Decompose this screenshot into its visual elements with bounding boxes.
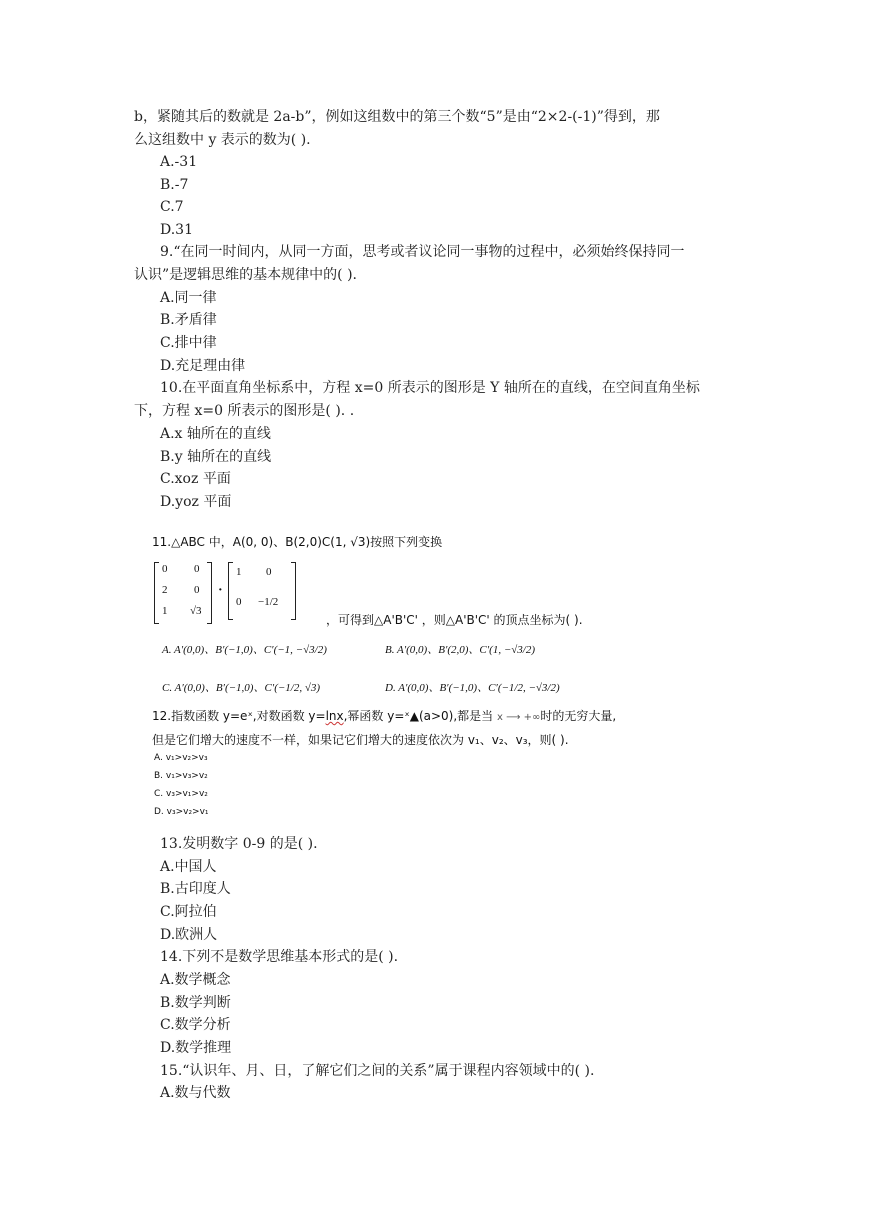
q9-option-c: C.排中律 — [160, 335, 217, 351]
q14-option-a: A.数学概念 — [160, 972, 231, 988]
matrix-bracket-right — [207, 562, 212, 624]
q11-option-a: A. A′(0,0)、B′(−1,0)、C′(−1, −√3/2) — [162, 644, 327, 656]
matrix-cell: 1 — [162, 605, 168, 617]
q12-line2: 但是它们增大的速度不一样，如果记它们增大的速度依次为 v₁、v₂、v₃，则( ). — [152, 733, 569, 747]
q15-line1: 15.“认识年、月、日，了解它们之间的关系”属于课程内容领域中的( ). — [160, 1063, 595, 1079]
q10-option-d: D.yoz 平面 — [160, 494, 232, 510]
q13-option-d: D.欧洲人 — [160, 927, 218, 943]
q8-option-d: D.31 — [160, 222, 193, 238]
matrix-bracket-left — [228, 562, 233, 620]
q9-line1: 9.“在同一时间内，从同一方面，思考或者议论同一事物的过程中，必须始终保持同一 — [160, 244, 685, 260]
q9-option-d: D.充足理由律 — [160, 358, 246, 374]
q15-option-a: A.数与代数 — [160, 1085, 231, 1101]
q12-option-d: D. v₃>v₂>v₁ — [154, 807, 209, 817]
q8-option-c: C.7 — [160, 199, 184, 215]
matrix-cell: −1/2 — [258, 596, 279, 608]
q10-option-c: C.xoz 平面 — [160, 471, 231, 487]
q12-line1 — [152, 706, 616, 728]
matrix-bracket-right — [291, 562, 296, 620]
matrix-cell: 0 — [194, 584, 200, 596]
q8-option-a: A.-31 — [160, 154, 198, 170]
q14-option-d: D.数学推理 — [160, 1040, 232, 1056]
matrix-cell: 0 — [194, 563, 200, 575]
q12-line1-a: 12.指数函数 y=eˣ,对数函数 y= — [152, 709, 326, 723]
q13-option-a: A.中国人 — [160, 859, 217, 875]
q9-option-a: A.同一律 — [160, 290, 217, 306]
matrix-cell: 0 — [266, 566, 272, 578]
q8-line1: b，紧随其后的数就是 2a-b”，例如这组数中的第三个数“5”是由“2×2-(-1)”得到，那 — [134, 109, 660, 125]
q14-option-c: C.数学分析 — [160, 1017, 231, 1033]
q9-line2: 认识”是逻辑思维的基本规律中的( ). — [134, 267, 357, 283]
q12-line1-ln: lnx — [325, 709, 344, 723]
q10-option-b: B.y 轴所在的直线 — [160, 449, 272, 465]
q8-option-b: B.-7 — [160, 177, 189, 193]
q12-line1-c: 时的无穷大量, — [540, 709, 617, 723]
matrix-cell: 0 — [236, 596, 242, 608]
matrix-dot: · — [218, 583, 223, 598]
q11-option-c: C. A′(0,0)、B′(−1,0)、C′(−1/2, √3) — [162, 682, 321, 694]
matrix-cell: 2 — [162, 584, 168, 596]
q11-stem: 11.△ABC 中，A(0, 0)、B(2,0)C(1, √3)按照下列变换 — [152, 535, 443, 549]
q10-option-a: A.x 轴所在的直线 — [160, 426, 271, 442]
q9-option-b: B.矛盾律 — [160, 312, 217, 328]
q10-line1: 10.在平面直角坐标系中，方程 x=0 所表示的图形是 Y 轴所在的直线，在空间直角坐标 — [160, 380, 700, 396]
q14-option-b: B.数学判断 — [160, 995, 231, 1011]
matrix-cell: 1 — [236, 566, 242, 578]
q12-limit-arrow: x ⟶ +∞ — [497, 712, 541, 723]
q12-option-b: B. v₁>v₃>v₂ — [154, 771, 208, 781]
q11-option-b: B. A′(0,0)、B′(2,0)、C′(1, −√3/2) — [385, 644, 536, 656]
q11-option-d: D. A′(0,0)、B′(−1,0)、C′(−1/2, −√3/2) — [385, 682, 560, 694]
matrix-bracket-left — [154, 562, 159, 624]
q11-tail: ，可得到△A'B'C' ，则△A'B'C' 的顶点坐标为( ). — [326, 613, 583, 627]
q14-line1: 14.下列不是数学思维基本形式的是( ). — [160, 949, 399, 965]
q12-option-c: C. v₃>v₁>v₂ — [154, 789, 208, 799]
q12-option-a: A. v₁>v₂>v₃ — [154, 753, 208, 763]
q8-line2: 么这组数中 y 表示的数为( ). — [134, 132, 311, 148]
q12-line1-b: ,幂函数 y=ˣ▲(a>0),都是当 — [343, 709, 494, 723]
q13-option-b: B.古印度人 — [160, 881, 231, 897]
q13-option-c: C.阿拉伯 — [160, 904, 217, 920]
q10-line2: 下，方程 x=0 所表示的图形是( ). . — [134, 403, 355, 419]
matrix-cell: √3 — [190, 605, 202, 617]
matrix-cell: 0 — [162, 563, 168, 575]
q13-line1: 13.发明数字 0-9 的是( ). — [160, 836, 318, 852]
